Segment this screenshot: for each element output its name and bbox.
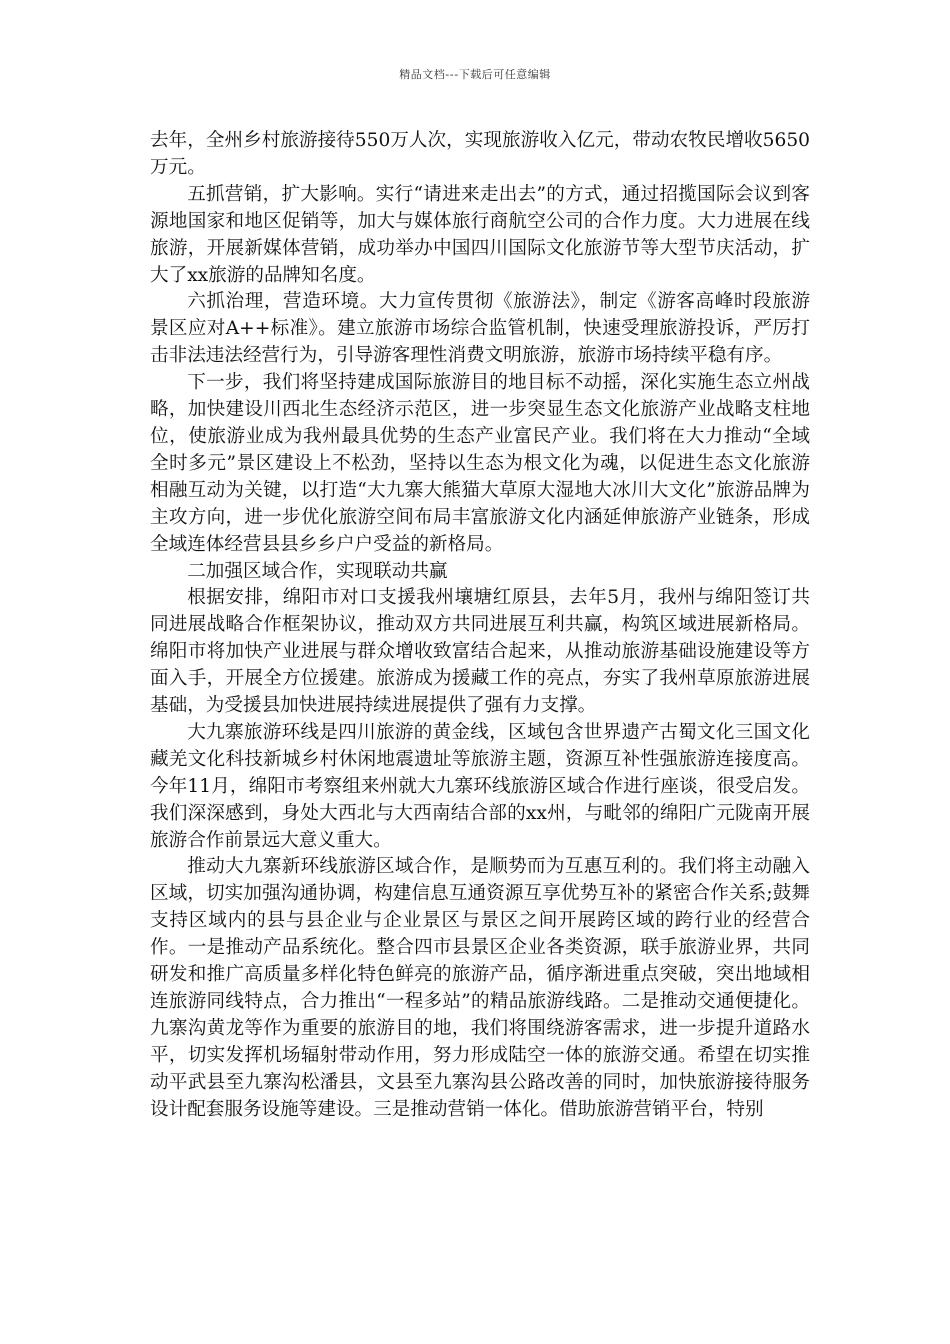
paragraph-5: 根据安排，绵阳市对口支援我州壤塘红原县，去年5月，我州与绵阳签订共同进展战略合作框架协议，推动双方共同进展互利共赢，构筑区域进展新格局。绵阳市将加快产业进展与群众增收致富结合起来，从推动旅游基础设施建设等方面入手，开展全方位援建。旅游成为援藏工作的亮点，夯实了我州草原旅游进展基础，为受援县加快进展持续进展提供了强有力支撑。	[150, 587, 810, 717]
paragraph-7: 推动大九寨新环线旅游区域合作，是顺势而为互惠互利的。我们将主动融入区域，切实加强沟通协调，构建信息互通资源互享优势互补的紧密合作关系;鼓舞支持区域内的县与县企业与企业景区与景区之间开展跨区域的跨行业的经营合作。一是推动产品系统化。整合四市县景区企业各类资源，联手旅游业界，共同研发和推广高质量多样化特色鲜亮的旅游产品，循序渐进重点突破，突出地域相连旅游同线特点，合力推出“一程多站”的精品旅游线路。二是推动交通便捷化。九寨沟黄龙等作为重要的旅游目的地，我们将围绕游客需求，进一步提升道路水平，切实发挥机场辐射带动作用，努力形成陆空一体的旅游交通。希望在切实推动平武县至九寨沟松潘县，文县至九寨沟县公路改善的同时，加快旅游接待服务设计配套服务设施等建设。三是推动营销一体化。借助旅游营销平台，特别	[150, 856, 810, 1120]
paragraph-1: 去年，全州乡村旅游接待550万人次，实现旅游收入亿元，带动农牧民增收5650万元。	[150, 130, 810, 178]
document-body	[150, 128, 810, 1124]
paragraph-2: 五抓营销，扩大影响。实行“请进来走出去”的方式，通过招揽国际会议到客源地国家和地区促销等，加大与媒体旅行商航空公司的合作力度。大力进展在线旅游，开展新媒体营销，成功举办中国四川国际文化旅游节等大型节庆活动，扩大了xx旅游的品牌知名度。	[150, 183, 810, 286]
section-heading: 二加强区域合作，实现联动共赢	[187, 560, 448, 582]
paragraph-3: 六抓治理，营造环境。大力宣传贯彻《旅游法》，制定《游客高峰时段旅游景区应对A++标准》。建立旅游市场综合监管机制，快速受理旅游投诉，严厉打击非法违法经营行为，引导游客理性消费文明旅游，旅游市场持续平稳有序。	[150, 291, 810, 367]
paragraph-6: 大九寨旅游环线是四川旅游的黄金线，区域包含世界遗产古蜀文化三国文化藏羌文化科技新城乡村休闲地震遗址等旅游主题，资源互补性强旅游连接度高。今年11月，绵阳市考察组来州就大九寨环线旅游区域合作进行座谈，很受启发。我们深深感到，身处大西北与大西南结合部的xx州，与毗邻的绵阳广元陇南开展旅游合作前景远大意义重大。	[150, 721, 810, 851]
page-header: 精品文档---下载后可任意编辑	[399, 68, 551, 81]
paragraph-4: 下一步，我们将坚持建成国际旅游目的地目标不动摇，深化实施生态立州战略，加快建设川西北生态经济示范区，进一步突显生态文化旅游产业战略支柱地位，使旅游业成为我州最具优势的生态产业富民产业。我们将在大力推动“全域全时多元”景区建设上不松劲，坚持以生态为根文化为魂，以促进生态文化旅游相融互动为关键，以打造“大九寨大熊猫大草原大湿地大冰川大文化”旅游品牌为主攻方向，进一步优化旅游空间布局丰富旅游文化内涵延伸旅游产业链条，形成全域连体经营县县乡乡户户受益的新格局。	[150, 372, 810, 555]
